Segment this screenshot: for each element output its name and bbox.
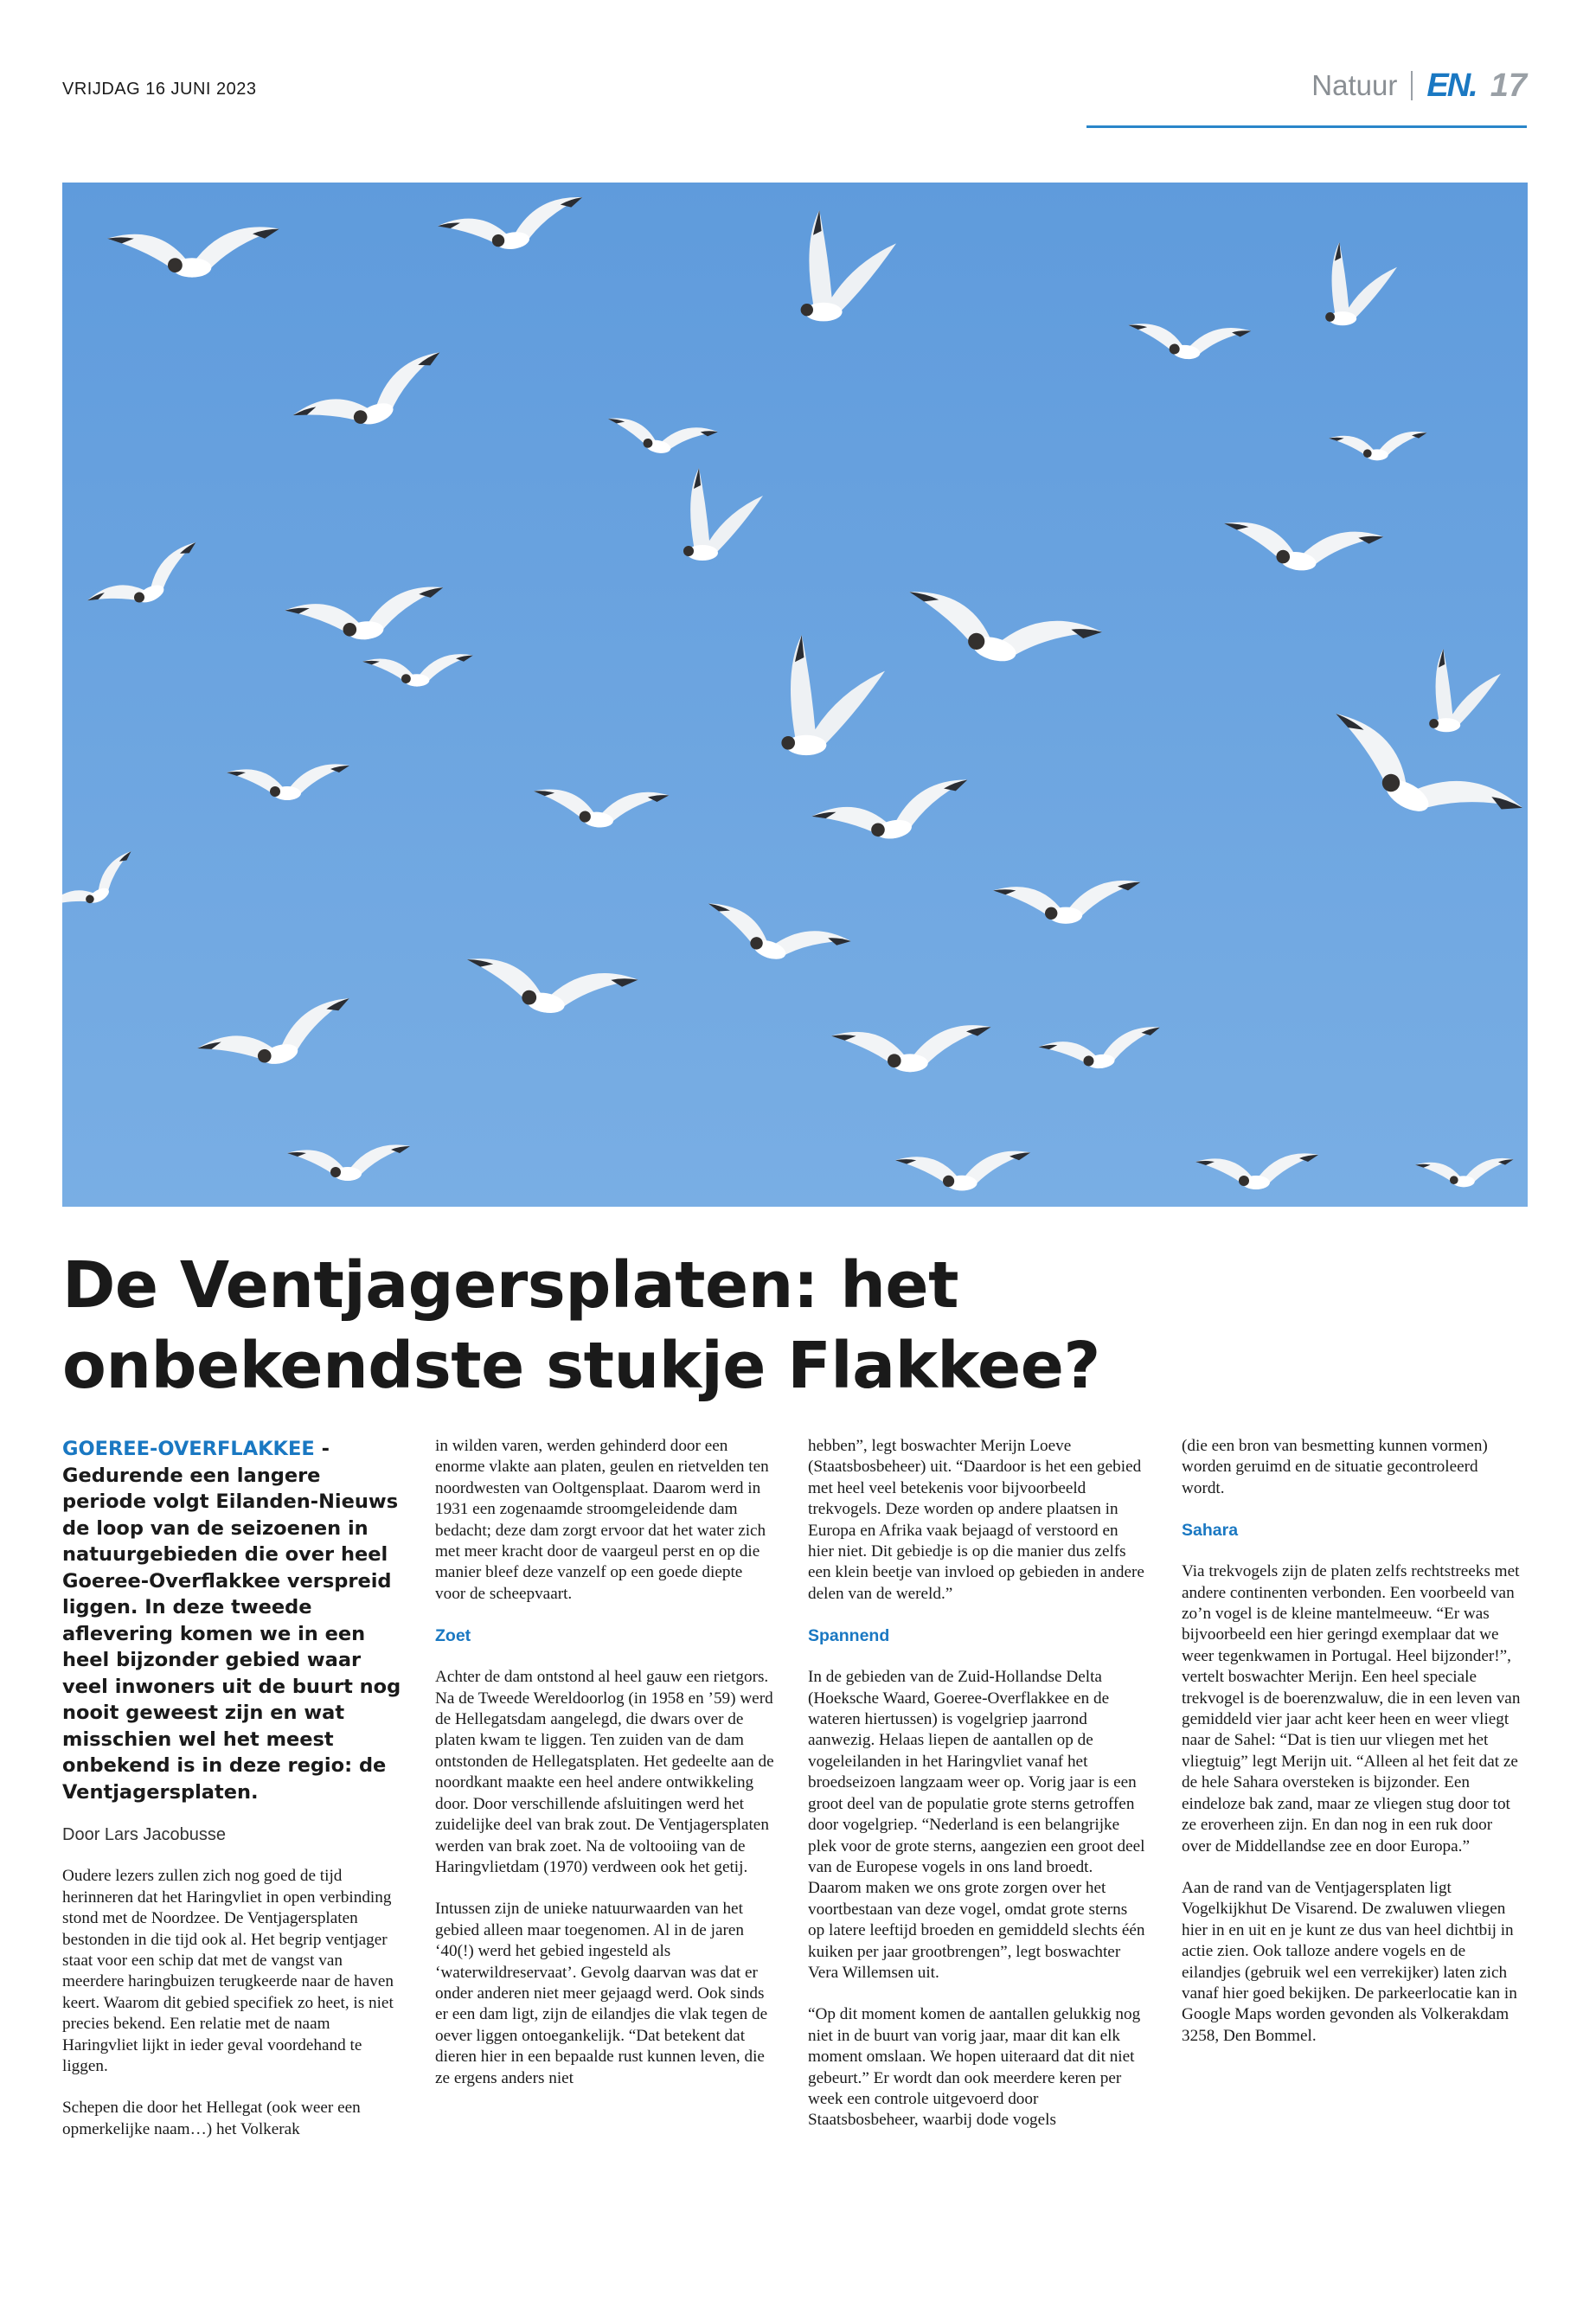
headline-line-1: De Ventjagersplaten: het (62, 1248, 958, 1323)
body-paragraph: Schepen die door het Hellegat (ook weer een opmerkelijke naam…) het Volkerak (62, 2099, 361, 2138)
body-paragraph: in wilden varen, werden gehinderd door een enorme vlakte aan platen, geulen en rietvelden ten noordwesten van Ooltgensplaat. Daarom werd in 1931 een zogenaamde stroomgeleidende dam bedacht; deze dam zorgt ervoor dat het water zich met meer kracht door de vaargeul perst en op die manier bleef deze vanzelf op een goede diepte voor de scheepvaart. (435, 1437, 769, 1603)
body-paragraph: “Op dit moment komen de aantallen gelukkig nog niet in de buurt van vorig jaar, maar dit kan elk moment omslaan. We hopen uiteraard dat dit niet gebeurt.” Er wordt dan ook meerdere keren per week een controle uitgevoerd door Staatsbosbeheer, waarbij dode vogels (808, 2005, 1141, 2130)
issue-date: VRIJDAG 16 JUNI 2023 (62, 80, 257, 99)
newspaper-logo: EN. (1426, 67, 1477, 104)
column-4 (1182, 1436, 1521, 2067)
subheading-zoet: Zoet (435, 1626, 471, 1646)
article-photo (62, 183, 1528, 1207)
subheading-spannend: Spannend (808, 1626, 890, 1646)
body-paragraph: Aan de rand van de Ventjagersplaten ligt Vogelkijkhut De Visarend. De zwaluwen vliegen hier in en uit en je kunt ze dus van heel dichtbij in actie zien. Ook talloze andere vogels en de eilandjes (gebruik wel een verrekijker) laten zich vanaf hier goed bekijken. De parkeerlocatie kan in Google Maps worden gevonden als Volkerakdam 3258, Den Bommel. (1182, 1878, 1517, 2045)
dateline: GOEREE-OVERFLAKKEE (62, 1438, 315, 1460)
body-paragraph: In de gebieden van de Zuid-Hollandse Delta (Hoeksche Waard, Goeree-Overflakkee en de wateren hiertussen) is vogelgriep jaarrond aanwezig. Helaas liepen de aantallen op de vogeleilanden in het Haringvliet vanaf het broedseizoen langzaam weer op. Vorig jaar is een groot deel van de populatie grote sterns getroffen door vogelgriep. “Nederland is een belangrijke plek voor de grote sterns, aangezien een groot deel van de Europese vogels in ons land broedt. Daarom maken we ons grote zorgen over het voortbestaan van deze vogel, omdat grote sterns op latere leeftijd broeden en gemiddeld slechts één kuiken per jaar grootbrengen”, legt boswachter Vera Willemsen uit. (808, 1668, 1145, 1982)
seagulls-photo (62, 183, 1528, 1207)
masthead (1311, 64, 1527, 107)
section-label: Natuur (1311, 69, 1398, 101)
body-paragraph: Intussen zijn de unieke natuurwaarden van het gebied alleen maar toegenomen. Al in de jaren ‘40(!) werd het gebied ingesteld als ‘waterwildreservaat’. Gevolg daarvan was dat er onder anderen niet meer gejaagd werd. Ook sinds er een dam ligt, zijn de eilandjes die vlak tegen de oever liggen ontoegankelijk. “Dat betekent dat dieren hier in een bepaalde rust kunnen leven, die ze ergens anders niet (435, 1900, 768, 2087)
subheading-sahara: Sahara (1182, 1521, 1239, 1541)
column-2 (435, 1436, 774, 2110)
body-paragraph: (die een bron van besmetting kunnen vormen) worden geruimd en de situatie gecontroleerd wordt. (1182, 1437, 1488, 1497)
column-1 (62, 1436, 401, 2161)
body-paragraph: Achter de dam ontstond al heel gauw een rietgors. Na de Tweede Wereldoorlog (in 1958 en ’59) werd de Hellegatsdam aangelegd, die dwars over de platen kwam te liggen. Ten zuiden van de dam ontstonden de Hellegatsplaten. Het gedeelte aan de noordkant maakte een heel andere ontwikkeling door. Door verschillende afsluitingen werd het zuidelijke deel van brak zout. De Ventjagersplaten werden van brak zoet. Na de voltooiing van de Haringvlietdam (1970) verdween ook het getij. (435, 1668, 774, 1876)
body-paragraph: Via trekvogels zijn de platen zelfs rechtstreeks met andere continenten verbonden. Een voorbeeld van zo’n vogel is de kleine mantelmeeuw. “Er was bijvoorbeeld een hier geringd exemplaar dat we weer tegenkwamen in Portugal. Heel bijzonder!”, vertelt boswachter Merijn. Een heel speciale trekvogel is de boerenzwaluw, die in een leven van gemiddeld vier jaar acht keer heen en weer vliegt naar de Sahel: “Dat is tien uur vliegen met het vliegtuig” legt Merijn uit. “Alleen al het feit dat ze de hele Sahara oversteken is bijzonder. Een eindeloze bak zand, maar ze vliegen stug door tot ze eroverheen zijn. En dan nog in een ruk door over de Middellandse zee en door Europa.” (1182, 1562, 1521, 1856)
header-rule (1086, 125, 1527, 128)
page-number: 17 (1490, 67, 1527, 104)
body-paragraph: Oudere lezers zullen zich nog goed de tijd herinneren dat het Haringvliet in open verbinding stond met de Noordzee. De Ventjagersplaten bestonden in die tijd ook al. Het begrip ventjager staat voor een schip dat met de vangst van meerdere haringbuizen terugkeerde naar de haven keert. Waarom dit gebied specifiek zo heet, is niet precies bekend. Een relatie met de naam Haringvliet lijkt in ieder geval voordehand te liggen. (62, 1867, 394, 2076)
article-headline (62, 1246, 1528, 1407)
byline: Door Lars Jacobusse (62, 1825, 226, 1844)
column-3 (808, 1436, 1147, 2152)
dateline-dash: - (314, 1438, 330, 1460)
lead-paragraph (62, 1436, 401, 1805)
body-paragraph: hebben”, legt boswachter Merijn Loeve (Staatsbosbeheer) uit. “Daardoor is het een gebied met heel veel betekenis voor bijvoorbeeld trekvogels. Deze worden op andere plaatsen in Europa en Afrika vaak bejaagd of verstoord en hier niet. Dit gebiedje is op die manier dus zelfs een klein beetje van invloed op gebieden in andere delen van de wereld.” (808, 1437, 1144, 1603)
headline-line-2: onbekendste stukje Flakkee? (62, 1329, 1100, 1403)
lead-text: Gedurende een langere periode volgt Eilanden-Nieuws de loop van de seizoenen in natuurgebieden die over heel Goeree-Overflakkee verspreid liggen. In deze tweede aflevering komen we in een heel bijzonder gebied waar veel inwoners uit de buurt nog nooit geweest zijn en wat misschien wel het meest onbekend is in deze regio: de Ventjagersplaten. (62, 1464, 401, 1804)
masthead-divider (1411, 71, 1413, 100)
